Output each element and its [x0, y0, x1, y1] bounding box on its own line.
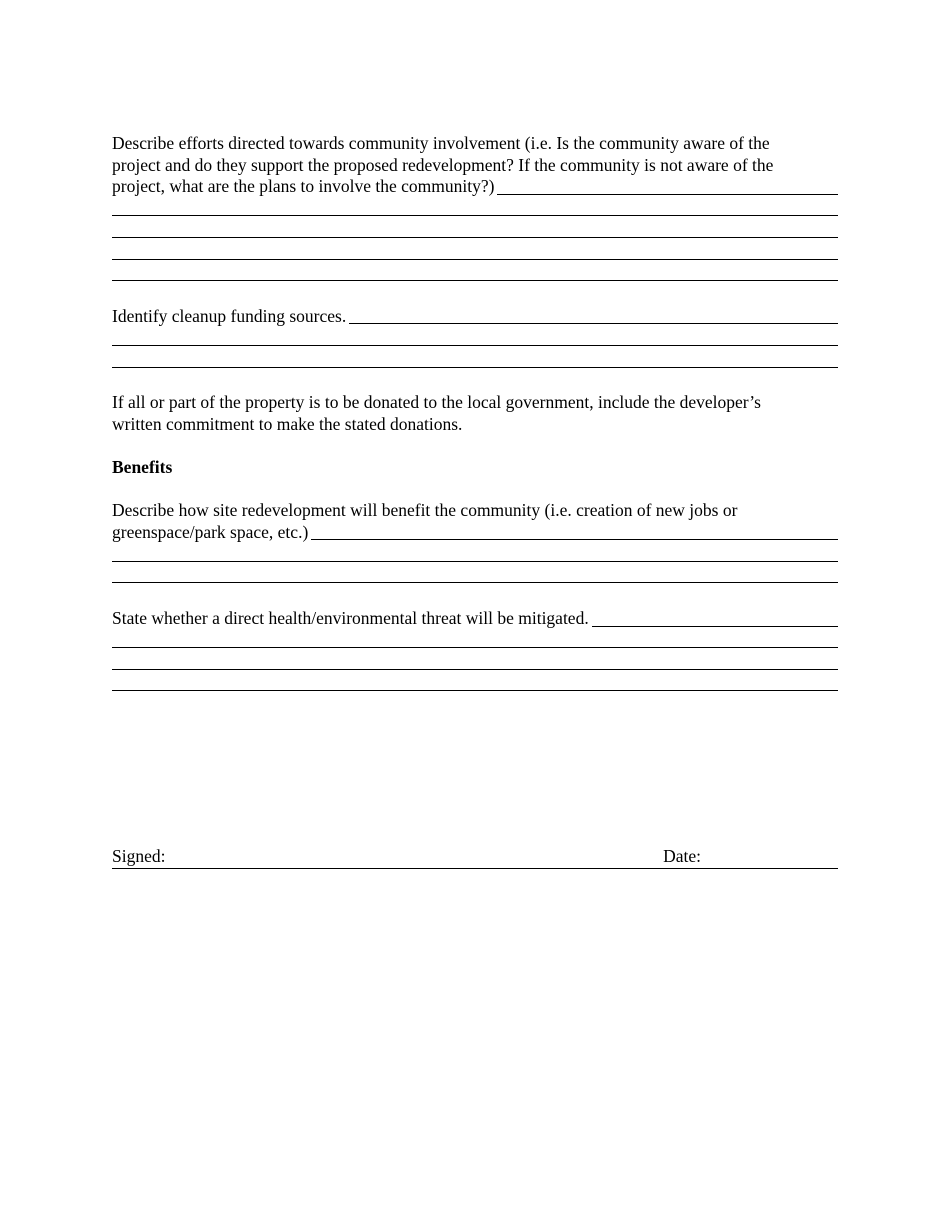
- community-prompt-line-2: [112, 155, 838, 177]
- community-answer-line[interactable]: [112, 219, 838, 241]
- spacer: [112, 435, 838, 457]
- signature-field[interactable]: [165, 850, 663, 868]
- community-answer-inline-blank[interactable]: [497, 178, 838, 195]
- threat-answer-line[interactable]: [112, 630, 838, 652]
- community-answer-line[interactable]: [112, 263, 838, 285]
- spacer: [112, 479, 838, 501]
- threat-answer-line[interactable]: [112, 651, 838, 673]
- funding-answer-line[interactable]: [112, 327, 838, 349]
- spacer: [112, 371, 838, 393]
- benefits-heading: Benefits: [112, 456, 173, 477]
- funding-prompt-text: Identify cleanup funding sources.: [112, 305, 347, 326]
- signature-row: [112, 846, 838, 869]
- form-page: [112, 133, 838, 869]
- threat-answer-inline-blank[interactable]: [592, 610, 838, 627]
- donation-text-2: written commitment to make the stated donations.: [112, 413, 463, 434]
- spacer: [112, 694, 838, 846]
- community-answer-line[interactable]: [112, 198, 838, 220]
- spacer: [112, 586, 838, 608]
- community-prompt-text-2: project and do they support the proposed redevelopment? If the community is not aware of the: [112, 154, 774, 175]
- threat-answer-line[interactable]: [112, 673, 838, 695]
- funding-section: [112, 306, 838, 371]
- benefits-prompt-line-1: [112, 500, 838, 522]
- benefits-answer-line[interactable]: [112, 543, 838, 565]
- community-prompt-line-3: [112, 176, 838, 198]
- community-prompt-text-3: project, what are the plans to involve the community?): [112, 176, 495, 197]
- community-involvement-section: [112, 133, 838, 284]
- benefits-prompt-line-2: [112, 522, 838, 544]
- funding-prompt-line: [112, 306, 838, 328]
- benefits-section: [112, 500, 838, 586]
- threat-prompt-text: State whether a direct health/environmental threat will be mitigated.: [112, 608, 589, 629]
- community-prompt-line-1: [112, 133, 838, 155]
- date-field[interactable]: [701, 850, 838, 868]
- benefits-prompt-text-2: greenspace/park space, etc.): [112, 521, 309, 542]
- donation-text-1: If all or part of the property is to be donated to the local government, include the developer’s: [112, 392, 761, 413]
- benefits-answer-line[interactable]: [112, 565, 838, 587]
- date-label: Date:: [663, 846, 701, 867]
- benefits-prompt-text-1: Describe how site redevelopment will benefit the community (i.e. creation of new jobs or: [112, 500, 738, 521]
- threat-section: [112, 608, 838, 694]
- threat-prompt-line: [112, 608, 838, 630]
- donation-paragraph: [112, 392, 838, 435]
- benefits-answer-inline-blank[interactable]: [311, 523, 838, 540]
- signed-label: Signed:: [112, 846, 166, 867]
- funding-answer-inline-blank[interactable]: [349, 307, 838, 324]
- community-answer-line[interactable]: [112, 241, 838, 263]
- spacer: [112, 284, 838, 306]
- funding-answer-line[interactable]: [112, 349, 838, 371]
- community-prompt-text-1: Describe efforts directed towards community involvement (i.e. Is the community aware of the: [112, 133, 770, 153]
